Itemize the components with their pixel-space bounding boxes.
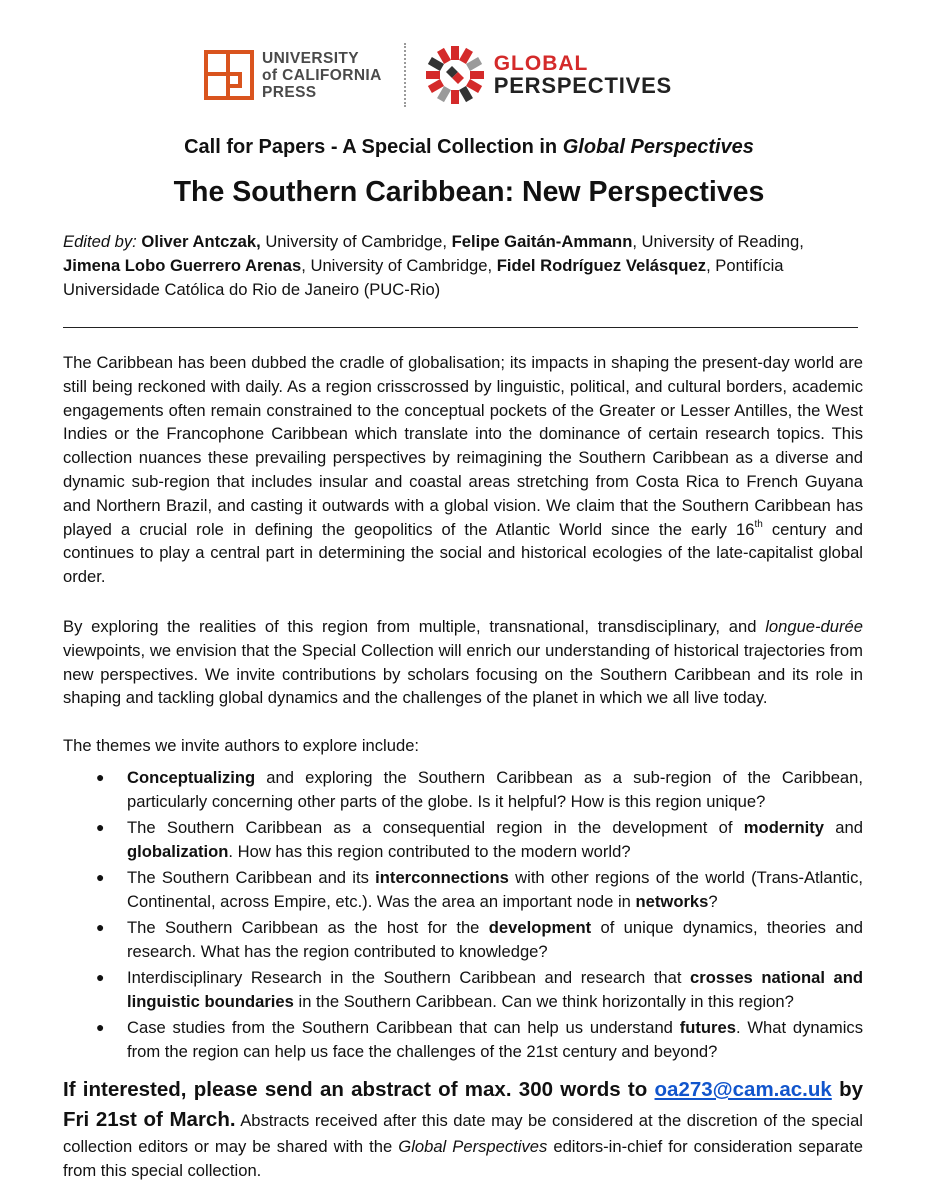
theme-text: The Southern Caribbean and its [127, 867, 376, 887]
para1-superscript: th [754, 519, 763, 531]
ucp-line-2: of CALIFORNIA [262, 66, 382, 84]
para2-text-a: By exploring the realities of this region from multiple, transnational, transdisciplinary, and [63, 617, 766, 636]
theme-text: in the Southern Caribbean. Can we think horizontally in this region? [293, 991, 794, 1011]
ucp-wordmark [262, 50, 382, 101]
horizontal-rule [63, 327, 858, 328]
theme-keyword: development [488, 917, 592, 937]
para2-italic: longue-durée [765, 617, 863, 636]
submission-lead: If interested, please send an abstract of max. 300 words to [63, 1078, 655, 1101]
deadline: by Fri 21st of March. [63, 1078, 863, 1131]
editor-1-name: Oliver Antczak, [141, 232, 261, 251]
theme-keyword: globalization [127, 841, 229, 861]
theme-keyword: crosses national and linguistic boundaries [127, 967, 863, 1011]
editors-block [63, 230, 863, 301]
gp-wordmark [494, 53, 672, 97]
editor-3-affiliation: , University of Cambridge, [301, 255, 497, 275]
list-item [63, 766, 863, 814]
theme-keyword: futures [679, 1017, 736, 1037]
gp-logo [424, 44, 672, 106]
gp-line-2: PERSPECTIVES [493, 73, 673, 98]
list-item [63, 1016, 863, 1064]
editor-2-affiliation: , University of Reading, [632, 232, 804, 251]
email-link[interactable]: oa273@cam.ac.uk [654, 1078, 832, 1101]
journal-name: Global Perspectives [398, 1137, 548, 1156]
theme-keyword: modernity [743, 817, 825, 837]
ucp-logo [204, 50, 382, 101]
second-paragraph [63, 615, 863, 710]
para1-text-b: century and continues to play a central part in determining the social and historical ecologies of the late-capitalist global order. [63, 519, 863, 587]
list-item [63, 916, 863, 964]
logo-row [204, 40, 672, 110]
page-title: The Southern Caribbean: New Perspectives [173, 176, 765, 208]
theme-keyword: Conceptualizing [127, 768, 256, 787]
ucp-line-1: UNIVERSITY [262, 49, 360, 67]
cfp-journal-name: Global Perspectives [562, 136, 754, 158]
theme-text: with other regions of the world (Trans-Atlantic, Continental, across Empire, etc.). Was the area an important node in [127, 867, 863, 911]
theme-text: of unique dynamics, theories and research. What has the region contributed to knowledge? [127, 917, 863, 961]
call-for-papers-heading [0, 133, 938, 161]
theme-keyword: networks [635, 891, 709, 911]
bullet-icon: ● [96, 968, 105, 985]
edited-by-label: Edited by: [63, 232, 137, 251]
editor-2-name: Felipe Gaitán-Ammann [451, 232, 633, 251]
themes-list [63, 766, 863, 1066]
theme-text: Case studies from the Southern Caribbean that can help us understand [127, 1017, 680, 1037]
closing-text-b: editors-in-chief for consideration separate from this special collection. [63, 1137, 863, 1180]
theme-text: The Southern Caribbean as the host for the [127, 917, 489, 937]
theme-text: and exploring the Southern Caribbean as a sub-region of the Caribbean, particularly concerning other parts of the globe. Is it helpful? How is this region unique? [127, 768, 863, 811]
bullet-icon: ● [96, 769, 105, 785]
cfp-prefix: Call for Papers - A Special Collection in [184, 136, 563, 158]
bullet-icon: ● [96, 868, 105, 885]
editor-4-name: Fidel Rodríguez Velásquez [496, 255, 707, 275]
bullet-icon: ● [96, 1018, 105, 1035]
theme-text: The Southern Caribbean as a consequential region in the development of [127, 817, 744, 837]
theme-text: . What dynamics from the region can help us face the challenges of the 21st century and beyond? [127, 1017, 863, 1061]
list-item [63, 966, 863, 1014]
themes-intro: The themes we invite authors to explore include: [63, 736, 420, 755]
submission-instructions [63, 1075, 863, 1183]
list-item [63, 816, 863, 864]
editor-1-affiliation: University of Cambridge, [260, 232, 452, 251]
bullet-icon: ● [96, 918, 105, 935]
logo-divider [404, 43, 406, 107]
gp-line-1: GLOBAL [493, 52, 589, 75]
closing-text-a: Abstracts received after this date may be considered at the discretion of the special collection editors or may be shared with the [63, 1111, 863, 1156]
theme-keyword: interconnections [375, 867, 509, 887]
theme-text: ? [708, 891, 718, 911]
ucp-line-3: PRESS [262, 83, 317, 101]
ucp-emblem-icon [204, 50, 254, 100]
bullet-icon: ● [96, 818, 105, 835]
theme-text: Interdisciplinary Research in the Southern Caribbean and research that [127, 967, 691, 987]
intro-paragraph [63, 351, 863, 589]
editor-3-name: Jimena Lobo Guerrero Arenas [63, 255, 302, 275]
list-item [63, 866, 863, 914]
para1-text-a: The Caribbean has been dubbed the cradle of globalisation; its impacts in shaping the present-day world are still being reckoned with daily. As a region crisscrossed by linguistic, political, and cultural borders, academic engagements often remain constrained to the conceptual pockets of the Greater or Lesser Antilles, the West Indies or the Francophone Caribbean which translate into the dominance of certain research topics. This collection nuances these prevailing perspectives by reimagining the Southern Caribbean as a diverse and dynamic sub-region that includes insular and coastal areas stretching from Costa Rica to French Guyana and Northern Brazil, and casting it outwards with a global vision. We claim that the Southern Caribbean has played a crucial role in defining the geopolitics of the Atlantic World since the early 16 [63, 353, 863, 539]
gp-starburst-icon [424, 44, 486, 106]
para2-text-b: viewpoints, we envision that the Special Collection will enrich our understanding of historical trajectories from new perspectives. We invite contributions by scholars focusing on the Southern Caribbean and its role in shaping and tackling global dynamics and the challenges of the planet in which we all live today. [63, 640, 863, 708]
editor-4-affiliation: , Pontifícia Universidade Católica do Rio de Janeiro (PUC-Rio) [63, 255, 784, 299]
theme-text: and [824, 817, 863, 837]
theme-text: . How has this region contributed to the modern world? [228, 841, 631, 861]
